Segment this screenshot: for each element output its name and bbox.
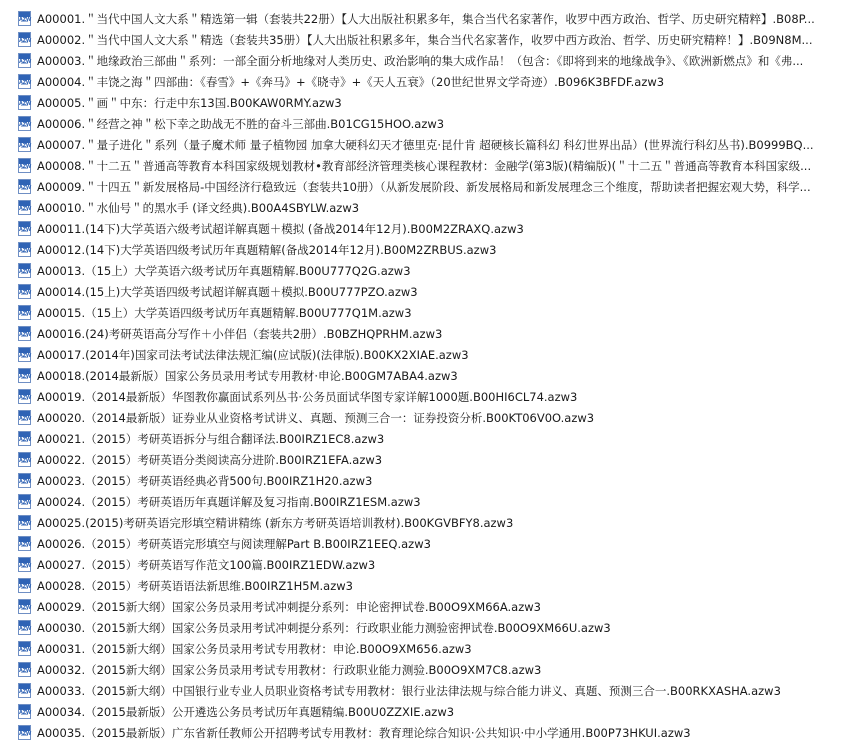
icon-page-lines bbox=[21, 588, 28, 591]
file-name: A00017.(2014年)国家司法考试法律法规汇编(应试版)(法律版).B00KX2XIAE.azw3 bbox=[37, 348, 469, 362]
file-name: A00027.（2015）考研英语写作范文100篇.B00IRZ1EDW.azw3 bbox=[37, 558, 376, 572]
icon-ext-label: AZW bbox=[19, 311, 32, 317]
azw-file-icon bbox=[18, 599, 31, 614]
file-row[interactable] bbox=[0, 408, 868, 429]
azw-file-icon bbox=[18, 95, 31, 110]
icon-ext-label: AZW bbox=[19, 143, 32, 149]
azw-file-icon bbox=[18, 452, 31, 467]
icon-ext-label: AZW bbox=[19, 395, 32, 401]
file-name: A00010.＂水仙号＂的黑水手 (译文经典).B00A4SBYLW.azw3 bbox=[37, 201, 360, 215]
file-name: A00031.（2015新大纲）国家公务员录用考试专用教材：申论.B00O9XM656.azw3 bbox=[37, 642, 472, 656]
azw-file-icon bbox=[18, 704, 31, 719]
azw-file-icon bbox=[18, 389, 31, 404]
icon-ext-label: AZW bbox=[19, 59, 32, 65]
icon-page-lines bbox=[21, 273, 28, 276]
file-name: A00021.（2015）考研英语拆分与组合翻译法.B00IRZ1EC8.azw3 bbox=[37, 432, 385, 446]
icon-page-lines bbox=[21, 483, 28, 486]
icon-ext-label: AZW bbox=[19, 101, 32, 107]
azw-file-icon bbox=[18, 494, 31, 509]
icon-page-lines bbox=[21, 105, 28, 108]
file-row[interactable] bbox=[0, 618, 868, 639]
azw-file-icon bbox=[18, 326, 31, 341]
icon-page-lines bbox=[21, 693, 28, 696]
icon-page-lines bbox=[21, 147, 28, 150]
icon-page-lines bbox=[21, 378, 28, 381]
icon-ext-label: AZW bbox=[19, 689, 32, 695]
icon-page-lines bbox=[21, 567, 28, 570]
icon-ext-label: AZW bbox=[19, 353, 32, 359]
icon-page-lines bbox=[21, 462, 28, 465]
icon-page-lines bbox=[21, 504, 28, 507]
file-row[interactable] bbox=[0, 450, 868, 471]
file-name: A00006.＂经营之神＂松下幸之助战无不胜的奋斗三部曲.B01CG15HOO.azw3 bbox=[37, 117, 445, 131]
file-row[interactable] bbox=[0, 51, 868, 72]
icon-page-lines bbox=[21, 672, 28, 675]
icon-ext-label: AZW bbox=[19, 374, 32, 380]
azw-file-icon bbox=[18, 242, 31, 257]
file-row[interactable] bbox=[0, 324, 868, 345]
file-row[interactable] bbox=[0, 114, 868, 135]
file-row[interactable] bbox=[0, 723, 868, 744]
file-name: A00009.＂十四五＂新发展格局-中国经济行稳致远（套装共10册）（从新发展阶段、新发展格局和新发展理念三个维度，帮助读者把握宏观大势，科学... bbox=[37, 180, 811, 194]
azw-file-icon bbox=[18, 620, 31, 635]
azw-file-icon bbox=[18, 158, 31, 173]
file-row[interactable] bbox=[0, 513, 868, 534]
icon-ext-label: AZW bbox=[19, 521, 32, 527]
icon-ext-label: AZW bbox=[19, 80, 32, 86]
file-row[interactable] bbox=[0, 240, 868, 261]
azw-file-icon bbox=[18, 53, 31, 68]
icon-page-lines bbox=[21, 168, 28, 171]
file-name: A00026.（2015）考研英语完形填空与阅读理解Part B.B00IRZ1EEQ.azw3 bbox=[37, 537, 431, 551]
icon-ext-label: AZW bbox=[19, 185, 32, 191]
file-name: A00033.（2015新大纲）中国银行业专业人员职业资格考试专用教材：银行业法律法规与综合能力讲义、真题、预测三合一.B00RKXASHA.azw3 bbox=[37, 684, 781, 698]
file-name: A00014.(15上)大学英语四级考试超详解真题＋模拟.B00U777PZO.azw3 bbox=[37, 285, 418, 299]
file-row[interactable] bbox=[0, 492, 868, 513]
icon-ext-label: AZW bbox=[19, 17, 32, 23]
file-name: A00024.（2015）考研英语历年真题详解及复习指南.B00IRZ1ESM.azw3 bbox=[37, 495, 421, 509]
file-name: A00007.＂量子进化＂系列（量子魔术师 量子植物园 加拿大硬科幻天才德里克·昆什肯 超硬核长篇科幻 科幻世界出品）(世界流行科幻丛书).B0999BQ... bbox=[37, 138, 814, 152]
icon-page-lines bbox=[21, 231, 28, 234]
file-row[interactable] bbox=[0, 597, 868, 618]
file-row[interactable] bbox=[0, 198, 868, 219]
icon-page-lines bbox=[21, 735, 28, 738]
icon-ext-label: AZW bbox=[19, 647, 32, 653]
azw-file-icon bbox=[18, 137, 31, 152]
azw-file-icon bbox=[18, 578, 31, 593]
icon-page-lines bbox=[21, 714, 28, 717]
icon-ext-label: AZW bbox=[19, 458, 32, 464]
icon-page-lines bbox=[21, 126, 28, 129]
icon-page-lines bbox=[21, 336, 28, 339]
azw-file-icon bbox=[18, 515, 31, 530]
azw-file-icon bbox=[18, 368, 31, 383]
file-row[interactable] bbox=[0, 345, 868, 366]
icon-ext-label: AZW bbox=[19, 731, 32, 737]
file-row[interactable] bbox=[0, 576, 868, 597]
icon-ext-label: AZW bbox=[19, 668, 32, 674]
file-row[interactable] bbox=[0, 387, 868, 408]
icon-page-lines bbox=[21, 189, 28, 192]
file-name: A00029.（2015新大纲）国家公务员录用考试冲刺提分系列：申论密押试卷.B00O9XM66A.azw3 bbox=[37, 600, 541, 614]
azw-file-icon bbox=[18, 473, 31, 488]
file-name: A00003.＂地缘政治三部曲＂系列：一部全面分析地缘对人类历史、政治影响的集大成作品！（包含：《即将到来的地缘战争》、《欧洲新燃点》和《弗... bbox=[37, 54, 804, 68]
file-name: A00005.＂画＂中东：行走中东13国.B00KAW0RMY.azw3 bbox=[37, 96, 342, 110]
file-name: A00034.（2015最新版）公开遴选公务员考试历年真题精编.B00U0ZZXIE.azw3 bbox=[37, 705, 455, 719]
file-row[interactable] bbox=[0, 135, 868, 156]
file-row[interactable] bbox=[0, 702, 868, 723]
icon-ext-label: AZW bbox=[19, 416, 32, 422]
file-name: A00035.（2015最新版）广东省新任教师公开招聘考试专用教材：教育理论综合知识·公共知识·中小学通用.B00P73HKUI.azw3 bbox=[37, 726, 691, 740]
file-name: A00022.（2015）考研英语分类阅读高分进阶.B00IRZ1EFA.azw3 bbox=[37, 453, 383, 467]
file-row[interactable] bbox=[0, 303, 868, 324]
azw-file-icon bbox=[18, 263, 31, 278]
file-name: A00013.（15上）大学英语六级考试历年真题精解.B00U777Q2G.azw3 bbox=[37, 264, 411, 278]
icon-page-lines bbox=[21, 630, 28, 633]
azw-file-icon bbox=[18, 284, 31, 299]
azw-file-icon bbox=[18, 200, 31, 215]
file-row[interactable] bbox=[0, 9, 868, 30]
azw-file-icon bbox=[18, 662, 31, 677]
icon-ext-label: AZW bbox=[19, 542, 32, 548]
file-name: A00001.＂当代中国人文大系＂精选第一辑（套装共22册）【人大出版社积累多年，集合当代名家著作，收罗中西方政治、哲学、历史研究精粹】.B08P... bbox=[37, 12, 815, 26]
file-row[interactable] bbox=[0, 555, 868, 576]
icon-page-lines bbox=[21, 21, 28, 24]
file-name: A00028.（2015）考研英语语法新思维.B00IRZ1H5M.azw3 bbox=[37, 579, 353, 593]
icon-ext-label: AZW bbox=[19, 206, 32, 212]
azw-file-icon bbox=[18, 32, 31, 47]
file-list bbox=[0, 9, 868, 744]
file-name: A00018.(2014最新版）国家公务员录用考试专用教材·申论.B00GM7ABA4.azw3 bbox=[37, 369, 458, 383]
icon-ext-label: AZW bbox=[19, 584, 32, 590]
icon-page-lines bbox=[21, 63, 28, 66]
azw-file-icon bbox=[18, 536, 31, 551]
icon-page-lines bbox=[21, 315, 28, 318]
azw-file-icon bbox=[18, 305, 31, 320]
icon-ext-label: AZW bbox=[19, 605, 32, 611]
file-name: A00016.(24)考研英语高分写作＋小伴侣（套装共2册）.B0BZHQPRHM.azw3 bbox=[37, 327, 443, 341]
azw-file-icon bbox=[18, 347, 31, 362]
file-row[interactable] bbox=[0, 429, 868, 450]
azw-file-icon bbox=[18, 725, 31, 740]
icon-ext-label: AZW bbox=[19, 164, 32, 170]
azw-file-icon bbox=[18, 410, 31, 425]
icon-page-lines bbox=[21, 84, 28, 87]
icon-ext-label: AZW bbox=[19, 290, 32, 296]
icon-ext-label: AZW bbox=[19, 626, 32, 632]
icon-ext-label: AZW bbox=[19, 437, 32, 443]
file-name: A00002.＂当代中国人文大系＂精选（套装共35册）【人大出版社积累多年，集合当代名家著作，收罗中西方政治、哲学、历史研究精粹！】.B09N8M... bbox=[37, 33, 813, 47]
file-row[interactable] bbox=[0, 93, 868, 114]
icon-ext-label: AZW bbox=[19, 38, 32, 44]
icon-page-lines bbox=[21, 651, 28, 654]
file-name: A00019.（2014最新版）华图教你赢面试系列丛书·公务员面试华图专家详解1000题.B00HI6CL74.azw3 bbox=[37, 390, 578, 404]
azw-file-icon bbox=[18, 179, 31, 194]
file-row[interactable] bbox=[0, 366, 868, 387]
azw-file-icon bbox=[18, 683, 31, 698]
file-row[interactable] bbox=[0, 534, 868, 555]
icon-page-lines bbox=[21, 357, 28, 360]
file-row[interactable] bbox=[0, 639, 868, 660]
azw-file-icon bbox=[18, 431, 31, 446]
file-row[interactable] bbox=[0, 30, 868, 51]
icon-ext-label: AZW bbox=[19, 500, 32, 506]
azw-file-icon bbox=[18, 641, 31, 656]
icon-page-lines bbox=[21, 546, 28, 549]
icon-ext-label: AZW bbox=[19, 122, 32, 128]
icon-ext-label: AZW bbox=[19, 563, 32, 569]
icon-ext-label: AZW bbox=[19, 479, 32, 485]
icon-page-lines bbox=[21, 420, 28, 423]
file-name: A00023.（2015）考研英语经典必背500句.B00IRZ1H20.azw3 bbox=[37, 474, 373, 488]
icon-page-lines bbox=[21, 42, 28, 45]
file-name: A00008.＂十二五＂普通高等教育本科国家级规划教材•教育部经济管理类核心课程教材：金融学(第3版)(精编版)(＂十二五＂普通高等教育本科国家级... bbox=[37, 159, 812, 173]
file-name: A00030.（2015新大纲）国家公务员录用考试冲刺提分系列：行政职业能力测验密押试卷.B00O9XM66U.azw3 bbox=[37, 621, 611, 635]
file-name: A00012.(14下)大学英语四级考试历年真题精解(备战2014年12月).B00M2ZRBUS.azw3 bbox=[37, 243, 497, 257]
file-row[interactable] bbox=[0, 156, 868, 177]
icon-page-lines bbox=[21, 609, 28, 612]
azw-file-icon bbox=[18, 74, 31, 89]
icon-page-lines bbox=[21, 399, 28, 402]
file-row[interactable] bbox=[0, 471, 868, 492]
file-row[interactable] bbox=[0, 660, 868, 681]
file-row[interactable] bbox=[0, 177, 868, 198]
file-name: A00011.(14下)大学英语六级考试超详解真题＋模拟 (备战2014年12月).B00M2ZRAXQ.azw3 bbox=[37, 222, 524, 236]
file-row[interactable] bbox=[0, 681, 868, 702]
azw-file-icon bbox=[18, 11, 31, 26]
icon-page-lines bbox=[21, 294, 28, 297]
icon-page-lines bbox=[21, 441, 28, 444]
icon-page-lines bbox=[21, 525, 28, 528]
file-name: A00032.（2015新大纲）国家公务员录用考试专用教材：行政职业能力测验.B00O9XM7C8.azw3 bbox=[37, 663, 542, 677]
icon-ext-label: AZW bbox=[19, 248, 32, 254]
icon-page-lines bbox=[21, 210, 28, 213]
file-name: A00025.(2015)考研英语完形填空精讲精练 (新东方考研英语培训教材).B00KGVBFY8.azw3 bbox=[37, 516, 514, 530]
icon-ext-label: AZW bbox=[19, 227, 32, 233]
azw-file-icon bbox=[18, 221, 31, 236]
file-row[interactable] bbox=[0, 282, 868, 303]
icon-ext-label: AZW bbox=[19, 332, 32, 338]
file-name: A00020.（2014最新版）证券业从业资格考试讲义、真题、预测三合一：证券投资分析.B00KT06V0O.azw3 bbox=[37, 411, 595, 425]
icon-page-lines bbox=[21, 252, 28, 255]
file-row[interactable] bbox=[0, 72, 868, 93]
file-row[interactable] bbox=[0, 219, 868, 240]
file-row[interactable] bbox=[0, 261, 868, 282]
icon-ext-label: AZW bbox=[19, 269, 32, 275]
file-name: A00015.（15上）大学英语四级考试历年真题精解.B00U777Q1M.azw3 bbox=[37, 306, 412, 320]
file-name: A00004.＂丰饶之海＂四部曲：《春雪》+《奔马》+《晓寺》+《天人五衰》（20世纪世界文学奇迹）.B096K3BFDF.azw3 bbox=[37, 75, 665, 89]
azw-file-icon bbox=[18, 116, 31, 131]
icon-ext-label: AZW bbox=[19, 710, 32, 716]
azw-file-icon bbox=[18, 557, 31, 572]
